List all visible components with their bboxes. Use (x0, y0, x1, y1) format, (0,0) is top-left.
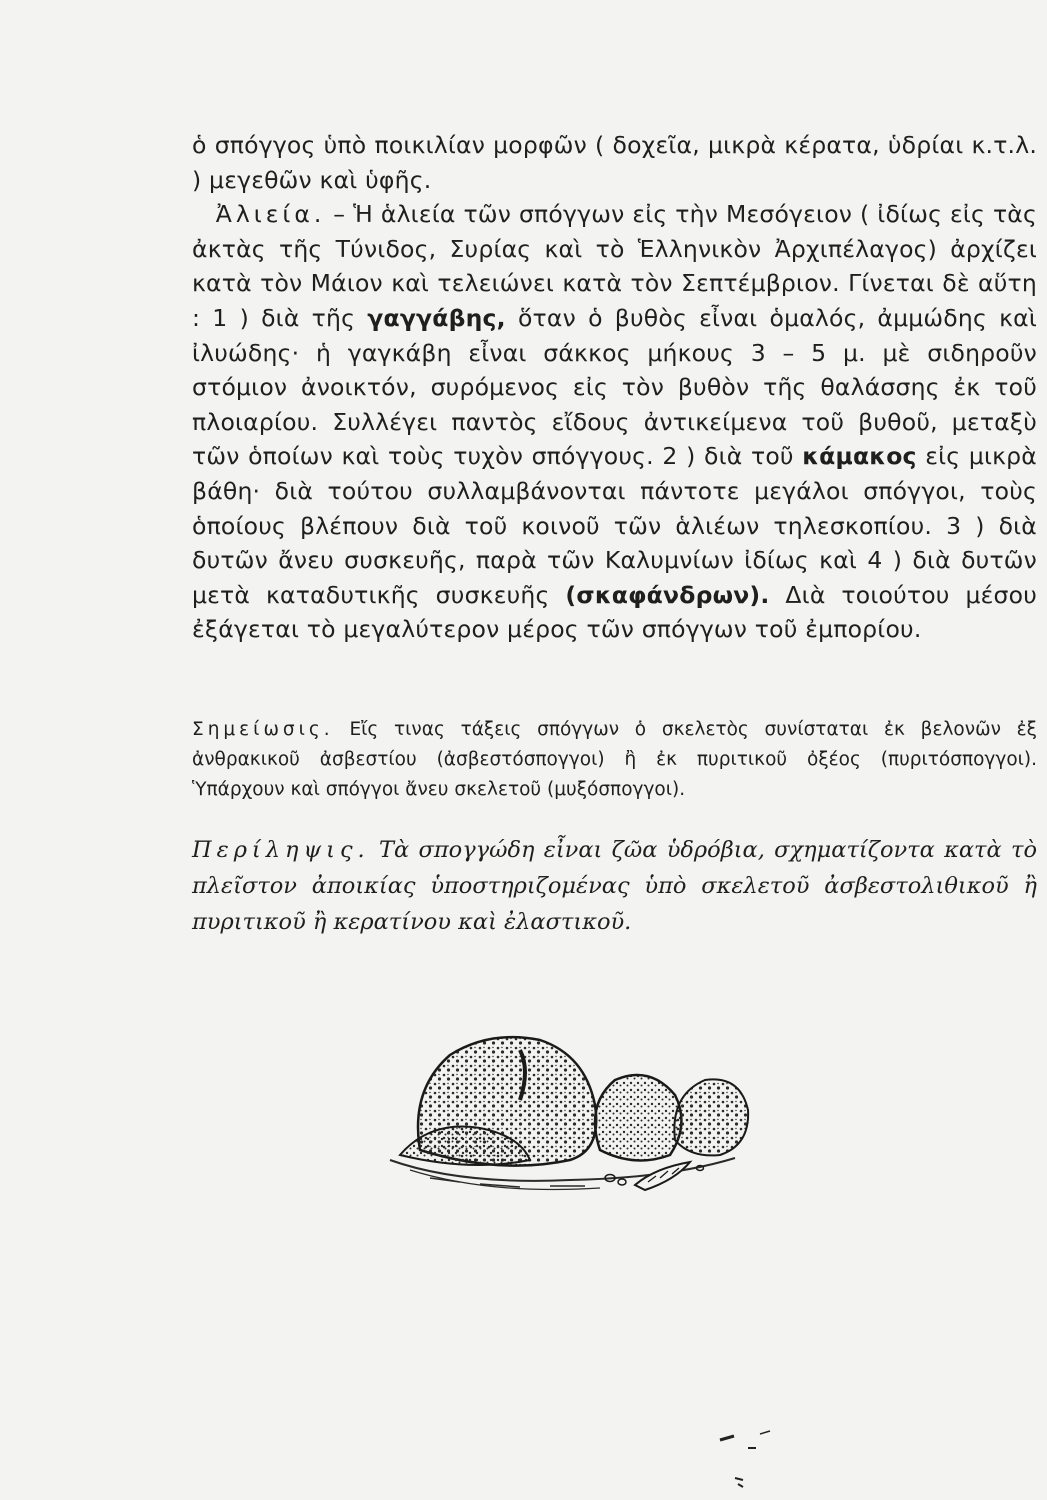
note-text: Εἴς τινας τάξεις σπόγγων ὁ σκελετὸς συνίσταται ἐκ βελονῶν ἐξ ἀνθρακικοῦ ἀσβεστίου (ἀσβεστόσπογγοι) ἢ ἐκ πυριτικοῦ ὀξέος (πυριτόσπογγοι). Ὑπάρχουν καὶ σπόγγοι ἄνευ σκελετοῦ (μυξόσπογγοι). (192, 719, 1037, 800)
summary-block (192, 832, 1037, 940)
fishing-text-3: εἰς μικρὰ βάθη· διὰ τούτου συλλαμβάνονται πάντοτε μεγάλοι σπόγγοι, τοὺς ὁποίους βλέπουν διὰ τοῦ κοινοῦ τῶν ἁλιέων τηλεσκοπίου. 3 ) διὰ δυτῶν ἄνευ συσκευῆς, παρὰ τῶν Καλυμνίων ἰδίως καὶ 4 ) διὰ δυτῶν μετὰ καταδυτικῆς συσκευῆς (192, 442, 1037, 609)
sponges-illustration (370, 1010, 750, 1210)
summary-heading: Περίληψις. (192, 837, 370, 863)
fishing-text-1: – Ἡ ἁλιεία τῶν σπόγγων εἰς τὴν Μεσόγειον ( ἰδίως εἰς τὰς ἀκτὰς τῆς Τύνιδος, Συρίας καὶ τὸ Ἑλληνικὸν Ἀρχιπέλαγος) ἀρχίζει κατὰ τὸν Μάιον καὶ τελειώνει κατὰ τὸν Σεπτέμβριον. Γίνεται δὲ αὕτη : 1 ) διὰ τῆς (192, 200, 1037, 332)
summary-text: Τὰ σπογγώδη εἶναι ζῶα ὑδρόβια, σχηματίζοντα κατὰ τὸ πλεῖστον ἀποικίας ὑποστηριζομένας ὑπὸ σκελετοῦ ἀσβεστολιθικοῦ ἢ πυριτικοῦ ἢ κερατίνου καὶ ἐλαστικοῦ. (192, 837, 1037, 935)
summary-paragraph (192, 832, 1037, 940)
fishing-text-4: Διὰ τοιούτου μέσου ἐξάγεται τὸ μεγαλύτερον μέρος τῶν σπόγγων τοῦ ἐμπορίου. (192, 580, 1038, 644)
main-text (192, 128, 1037, 647)
paragraph-fishing (192, 197, 1037, 647)
term-kamakos: κάμακος (802, 442, 917, 471)
sponge-right (674, 1079, 748, 1155)
note-heading: Σημείωσις. (192, 719, 334, 740)
note-paragraph (192, 715, 1037, 805)
ink-specks (700, 1420, 800, 1500)
paragraph-sponge-forms: ὁ σπόγγος ὑπὸ ποικιλίαν μορφῶν ( δοχεῖα, μικρὰ κέρατα, ὑδρίαι κ.τ.λ. ) μεγεθῶν καὶ ὑφῆς. (192, 131, 1037, 194)
note-block (192, 715, 1037, 805)
term-skafandron: (σκαφάνδρων). (565, 580, 770, 609)
fishing-heading: Ἀλιεία. (215, 200, 326, 229)
fishing-text-2: ὅταν ὁ βυθὸς εἶναι ὁμαλός, ἀμμώδης καὶ ἰλυώδης· ἡ γαγκάβη εἶναι σάκκος μήκους 3 – 5 μ. μὲ σιδηροῦν στόμιον ἀνοικτόν, συρόμενος εἰς τὸν βυθὸν τῆς θαλάσσης ἐκ τοῦ πλοιαρίου. Συλλέγει παντὸς εἴδους ἀντικείμενα τοῦ βυθοῦ, μεταξὺ τῶν ὁποίων καὶ τοὺς τυχὸν σπόγγους. 2 ) διὰ τοῦ (192, 303, 1037, 471)
sponge-middle (595, 1075, 681, 1160)
term-gangavi: γαγγάβης, (367, 303, 506, 332)
